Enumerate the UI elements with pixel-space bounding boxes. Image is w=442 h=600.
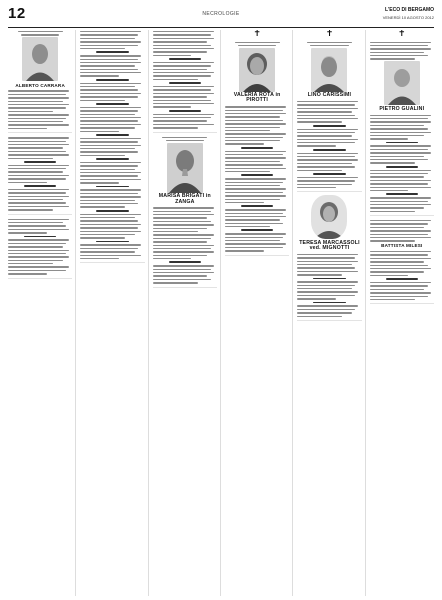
- obituary-notice: [297, 30, 361, 192]
- obituary-notice: [153, 136, 217, 288]
- latin-cross-icon: ✝: [253, 30, 261, 39]
- column-2: [80, 30, 148, 596]
- notice-text-placeholder: [8, 136, 72, 210]
- obituary-notice: [297, 195, 361, 321]
- notice-text-placeholder: [153, 136, 217, 142]
- notice-text-placeholder: [153, 30, 217, 129]
- masthead: [8, 4, 434, 28]
- notice-text-placeholder: [225, 41, 289, 47]
- column-4: [225, 30, 293, 596]
- deceased-name: MARISA BRIGATI in ZANGA: [158, 193, 211, 205]
- deceased-name: ALBERTO CARRARA: [15, 82, 65, 88]
- deceased-portrait: [384, 61, 420, 105]
- deceased-portrait: [167, 143, 203, 193]
- deceased-name: VALERIA ROTA in PIROTTI: [233, 92, 281, 104]
- notice-text-placeholder: [8, 218, 72, 275]
- column-5: [297, 30, 365, 596]
- notice-text-placeholder: [370, 250, 434, 300]
- notice-text-placeholder: [80, 30, 144, 259]
- deceased-name: LINO CARISSIMI: [307, 92, 352, 99]
- deceased-portrait: [22, 37, 58, 81]
- column-1: [8, 30, 76, 596]
- deceased-portrait: [311, 48, 347, 92]
- obituary-notice: [8, 136, 72, 214]
- paper-name: L'ECO DI BERGAMO: [385, 7, 434, 13]
- notice-text-placeholder: [297, 100, 361, 188]
- obituary-notice: [225, 30, 289, 256]
- obituary-notice: [153, 30, 217, 133]
- notice-text-placeholder: [370, 114, 434, 213]
- obituary-columns: [8, 30, 434, 596]
- notice-text-placeholder: [225, 105, 289, 251]
- section-banner: NECROLOGIE: [202, 11, 240, 17]
- notice-text-placeholder: [370, 219, 434, 242]
- deceased-name: TERESA MARCASSOLI ved. MIGNOTTI: [299, 239, 360, 252]
- notice-text-placeholder: [297, 253, 361, 317]
- notice-text-placeholder: [8, 89, 72, 129]
- notice-text-placeholder: [8, 30, 72, 36]
- issue-date: VENERDÌ 10 AGOSTO 2012: [382, 15, 434, 20]
- deceased-name: BATTISTA MILESI: [381, 243, 423, 249]
- page-number: 12: [8, 5, 26, 22]
- latin-cross-icon: ✝: [325, 30, 334, 39]
- column-3: [153, 30, 221, 596]
- obituary-notice: [370, 30, 434, 216]
- notice-text-placeholder: [370, 41, 434, 60]
- deceased-name: PIETRO GUALINI: [379, 105, 425, 112]
- notice-text-placeholder: [297, 41, 361, 47]
- latin-cross-icon: ✝: [398, 30, 406, 39]
- deceased-portrait: [239, 48, 275, 92]
- column-6: [370, 30, 434, 596]
- obituary-notice: [370, 219, 434, 304]
- notice-text-placeholder: [153, 206, 217, 283]
- obituary-notice: [80, 30, 144, 263]
- obituary-notice: [8, 30, 72, 133]
- deceased-portrait: [311, 195, 347, 239]
- obituary-notice: [8, 218, 72, 279]
